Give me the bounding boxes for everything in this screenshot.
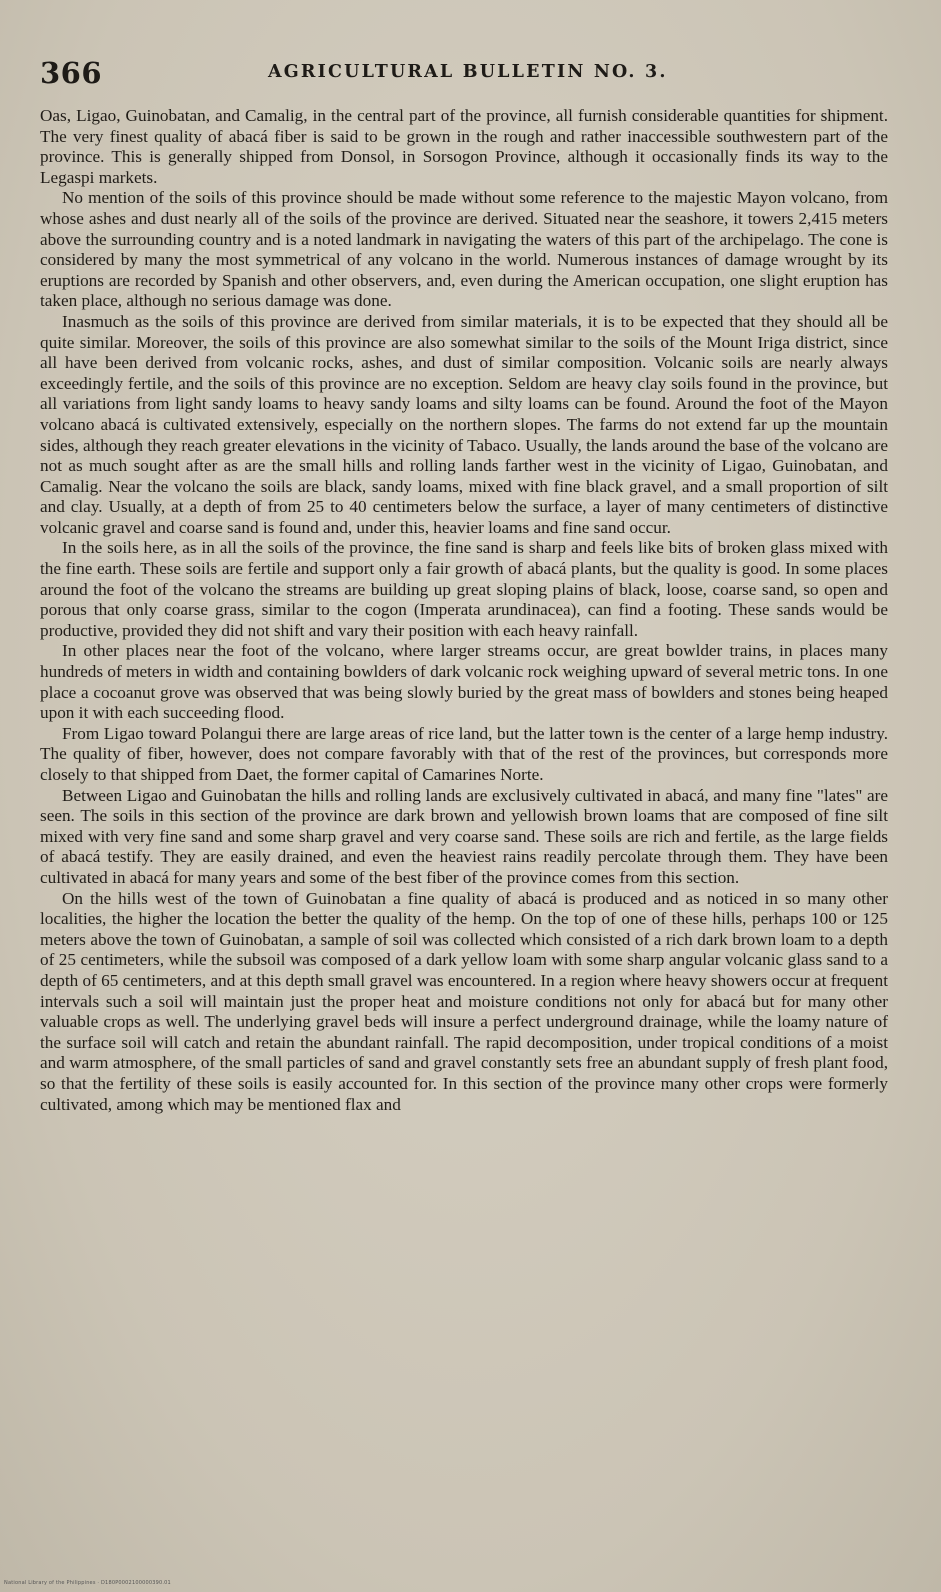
paragraph: In other places near the foot of the volcano, where larger streams occur, are great bowlder trains, in places many hundreds of meters in width and containing bowlders of dark volcanic rock weighing upward of several metric tons. In one place a cocoanut grove was observed that was being slowly buried by the great mass of bowlders and stones being heaped upon it with each succeeding flood. [40, 641, 888, 723]
paragraph: On the hills west of the town of Guinobatan a fine quality of abacá is produced and as noticed in so many other localities, the higher the location the better the quality of the hemp. On the top of one of these hills, perhaps 100 or 125 meters above the town of Guinobatan, a sample of soil was collected which consisted of a rich dark brown loam to a depth of 25 centimeters, while the subsoil was composed of a dark yellow loam with some sharp angular volcanic glass sand to a depth of 65 centimeters, and at this depth small gravel was encountered. In a region where heavy showers occur at frequent intervals such a soil will maintain just the proper heat and moisture conditions not only for abacá but for many other valuable crops as well. The underlying gravel beds will insure a perfect underground drainage, while the loamy nature of the surface soil will catch and retain the abundant rainfall. The rapid decomposition, under tropical conditions of a moist and warm atmosphere, of the small particles of sand and gravel constantly sets free an abundant supply of fresh plant food, so that the fertility of these soils is easily accounted for. In this section of the province many other crops were formerly cultivated, among which may be mentioned flax and [40, 888, 888, 1114]
scan-source-line: National Library of the Philippines · D180P0002100000390.01 [4, 1580, 171, 1586]
body-text [40, 106, 888, 1115]
paragraph: From Ligao toward Polangui there are large areas of rice land, but the latter town is the center of a large hemp industry. The quality of fiber, however, does not compare favorably with that of the rest of the provinces, but corresponds more closely to that shipped from Daet, the former capital of Camarines Norte. [40, 723, 888, 784]
page-number: 366 [40, 56, 103, 90]
running-head: AGRICULTURAL BULLETIN NO. 3. [268, 62, 668, 82]
paragraph: No mention of the soils of this province should be made without some reference to the majestic Mayon volcano, from whose ashes and dust nearly all of the soils of the province are derived. Situated near the seashore, it towers 2,415 meters above the surrounding country and is a noted landmark in navigating the waters of this part of the archipelago. The cone is considered by many the most symmetrical of any volcano in the world. Numerous instances of damage wrought by its eruptions are recorded by Spanish and other observers, and, even during the American occupation, one slight eruption has taken place, although no serious damage was done. [40, 188, 888, 311]
paragraph: In the soils here, as in all the soils of the province, the fine sand is sharp and feels like bits of broken glass mixed with the fine earth. These soils are fertile and support only a fair growth of abacá plants, but the quality is good. In some places around the foot of the volcano the streams are building up great sloping plains of black, loose, coarse sand, so open and porous that only coarse grass, similar to the cogon (Imperata arundinacea), can find a footing. These sands would be productive, provided they did not shift and vary their position with each heavy rainfall. [40, 538, 888, 640]
paragraph: Inasmuch as the soils of this province are derived from similar materials, it is to be expected that they should all be quite similar. Moreover, the soils of this province are also somewhat similar to the soils of the Mount Iriga district, since all have been derived from volcanic rocks, ashes, and dust of similar composition. Volcanic soils are nearly always exceedingly fertile, and the soils of this province are no exception. Seldom are heavy clay soils found in the province, but all variations from light sandy loams to heavy sandy loams and silty loams can be found. Around the foot of the Mayon volcano abacá is cultivated extensively, especially on the northern slopes. The farms do not extend far up the mountain sides, although they reach greater elevations in the vicinity of Tabaco. Usually, the lands around the base of the volcano are not as much sought after as are the small hills and rolling lands farther west in the vicinity of Ligao, Guinobatan, and Camalig. Near the volcano the soils are black, sandy loams, mixed with fine black gravel, and a small proportion of silt and clay. Usually, at a depth of from 25 to 40 centimeters below the surface, a layer of many centimeters of distinctive volcanic gravel and coarse sand is found and, under this, heavier loams and fine sand occur. [40, 311, 888, 537]
paragraph: Between Ligao and Guinobatan the hills and rolling lands are exclusively cultivated in abacá, and many fine "lates" are seen. The soils in this section of the province are dark brown and yellowish brown loams that are composed of fine silt mixed with very fine sand and some sharp gravel and very coarse sand. These soils are rich and fertile, as the large fields of abacá testify. They are easily drained, and even the heaviest rains readily percolate through them. They have been cultivated in abacá for many years and some of the best fiber of the province comes from this section. [40, 785, 888, 887]
page-header [40, 56, 900, 92]
paragraph: Oas, Ligao, Guinobatan, and Camalig, in the central part of the province, all furnish considerable quantities for shipment. The very finest quality of abacá fiber is said to be grown in the rough and rather inaccessible southwestern part of the province. This is generally shipped from Donsol, in Sorsogon Province, although it occasionally finds its way to the Legaspi markets. [40, 106, 888, 187]
